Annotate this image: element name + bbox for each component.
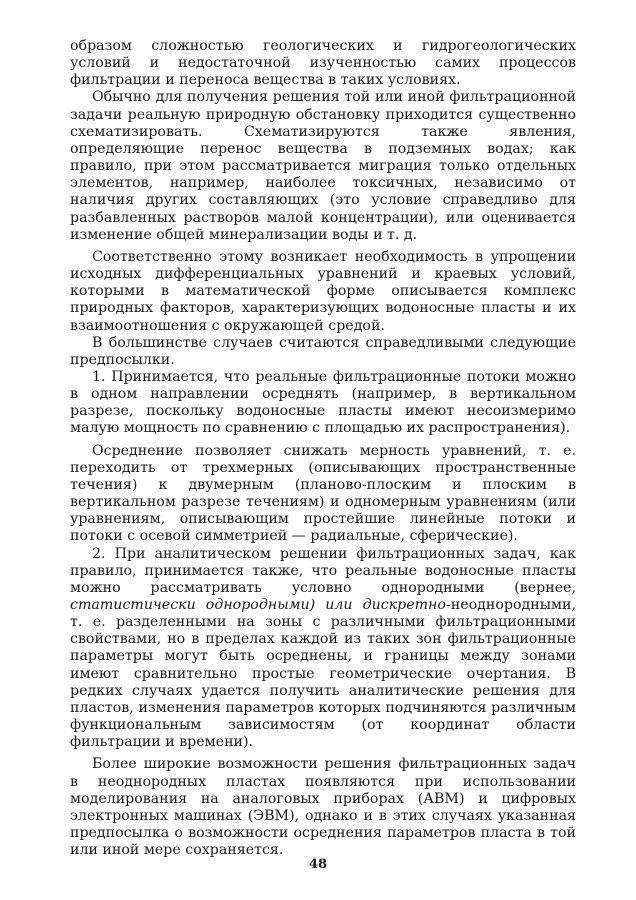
paragraph-4: 1. Принимается, что реальные фильтрационные потоки можно в одном направлении осреднять (например, в вертикальном разрезе, поскольку водоносные пласты имеют несоизмеримо малую мощность по сравнению с площадью их распространения).	[70, 368, 576, 437]
page-text	[70, 38, 576, 859]
paragraph-6-end: неоднородными, т. е. разделенными на зоны с различными фильтрационными свойствами, но в пределах каждой из таких зон фильтрационные параметры могут быть осреднены, и границы между зонами имеют сравнительно простые геометрические очертания. В редких случаях удается получить аналитические решения для пластов, изменения параметров которых подчиняются различным функциональным зависимостям (от координат области фильтрации и времени).	[70, 597, 576, 751]
paragraph-1: Обычно для получения решения той или иной фильтрационной задачи реальную природную обстановку приходится существенно схематизировать. Схематизируются также явления, определяющие перенос вещества в подземных водах; как правило, при этом рассматривается миграция только отдельных элементов, например, наиболее токсичных, независимо от наличия других составляющих (это условие справедливо для разбавленных растворов малой концентрации), или оценивается изменение общей минерализации воды и т. д.	[70, 89, 576, 243]
paragraph-2: Соответственно этому возникает необходимость в упрощении исходных дифференциальных уравнений и краевых условий, которыми в математической форме описывается комплекс природных факторов, характеризующих водоносные пласты и их взаимоотношения с окружающей средой.	[70, 248, 576, 334]
paragraph-7: Более широкие возможности решения фильтрационных задач в неоднородных пластах появляются при использовании моделирования на аналоговых приборах (АВМ) и цифровых электронных машинах (ЭВМ), однако и в этих случаях указанная предпосылка о возможности осреднения параметров пласта в той или иной мере сохраняется.	[70, 756, 576, 859]
paragraph-6	[70, 546, 576, 752]
paragraph-5: Осреднение позволяет снижать мерность уравнений, т. е. переходить от трехмерных (описывающих пространственные течения) к двумерным (планово-плоским и плоским в вертикальном разрезе течениям) и одномерным уравнениям (или уравнениям, описывающим простейшие линейные потоки и потоки с осевой симметрией — радиальные, сферические).	[70, 442, 576, 545]
paragraph-6-start: 2. При аналитическом решении фильтрационных задач, как правило, принимается также, что реальные водоносные пласты можно рассматривать условно однородными (вернее,	[70, 545, 576, 596]
paragraph-0: образом сложностью геологических и гидрогеологических условий и недостаточной изученностью самих процессов фильтрации и переноса вещества в таких условиях.	[70, 38, 576, 89]
paragraph-3: В большинстве случаев считаются справедливыми следующие предпосылки.	[70, 334, 576, 368]
page-number: 48	[308, 857, 328, 872]
paragraph-6-italic: статистически однородными) или дискретно-	[70, 597, 451, 613]
